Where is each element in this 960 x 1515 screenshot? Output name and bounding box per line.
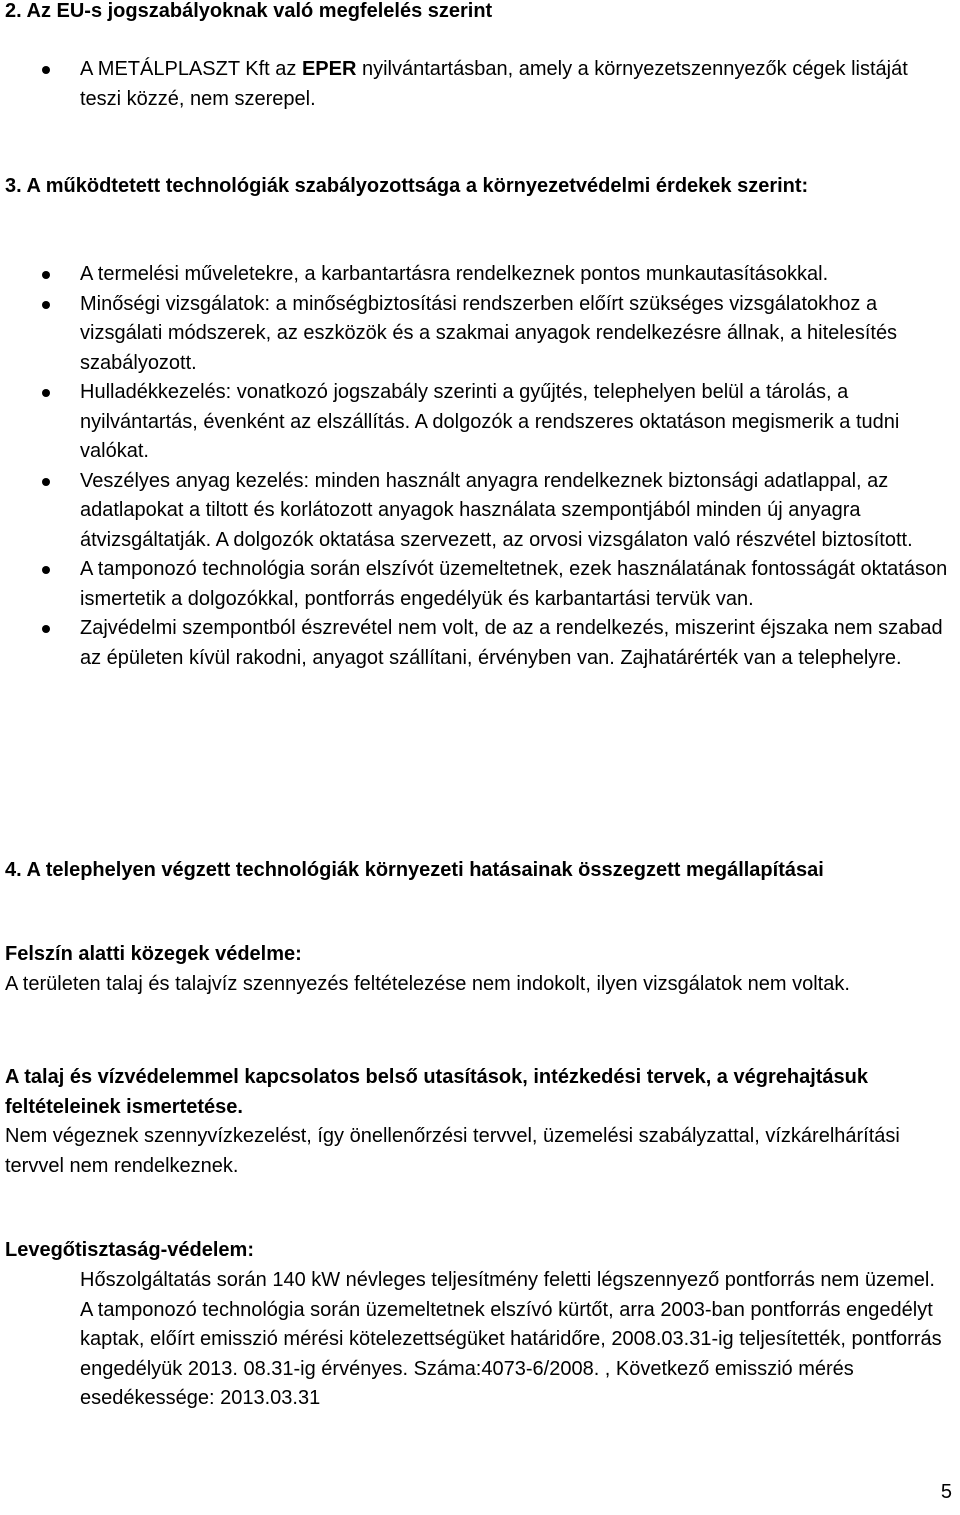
- list-item: [0, 378, 960, 467]
- list-item: [0, 467, 960, 556]
- bullet-text-pre: A METÁLPLASZT Kft az: [80, 58, 302, 80]
- bullet-text: A termelési műveletekre, a karbantartásra rendelkeznek pontos munkautasításokkal.: [80, 263, 829, 285]
- list-item: [0, 55, 960, 114]
- bullet-text: Zajvédelmi szempontból észrevétel nem volt, de az a rendelkezés, miszerint éjszaka nem szabad az épületen kívül rakodni, anyagot szállítani, érvényben van. Zajhatárérték van a telephelyre.: [80, 617, 943, 669]
- bullet-icon: [42, 301, 50, 309]
- levego-heading: Levegőtisztaság-védelem:: [5, 1239, 254, 1261]
- talaj-heading: A talaj és vízvédelemmel kapcsolatos belső utasítások, intézkedési tervek, a végrehajtásuk feltételeinek ismertetése.: [5, 1066, 868, 1118]
- bullet-icon: [42, 625, 50, 633]
- section-4-title: 4. A telephelyen végzett technológiák környezeti hatásainak összegzett megállapításai: [5, 859, 824, 881]
- section-2-list: [0, 55, 960, 114]
- felszin-text: A területen talaj és talajvíz szennyezés feltételezése nem indokolt, ilyen vizsgálatok nem voltak.: [5, 973, 850, 995]
- list-item: [0, 614, 960, 673]
- list-item: [0, 290, 960, 379]
- talaj-text: Nem végeznek szennyvízkezelést, így önellenőrzési tervvel, üzemelési szabályzattal, vízkárelhárítási tervvel nem rendelkeznek.: [5, 1125, 900, 1177]
- bullet-text: Minőségi vizsgálatok: a minőségbiztosítási rendszerben előírt szükséges vizsgálatokhoz a vizsgálati módszerek, az eszközök és a szakmai anyagok rendelkezésre állnak, a hitelesítés szabályozott.: [80, 292, 898, 374]
- page-number: 5: [940, 1481, 952, 1503]
- bullet-icon: [42, 566, 50, 574]
- levego-text: Hőszolgáltatás során 140 kW névleges teljesítmény feletti légszennyező pontforrás nem üzemel. A tamponozó technológia során üzemeltetnek elszívó kürtőt, arra 2003-ban pontforrás engedélyt kaptak, előírt emisszió mérési kötelezettségüket határidőre, 2008.03.31-ig teljesítették, pontforrás engedélyük 2013. 08.31-ig érvényes. Száma:4073-6/2008. , Következő emisszió mérés esedékessége: 2013.03.31: [80, 1269, 942, 1409]
- bullet-icon: [42, 271, 50, 279]
- bullet-icon: [42, 66, 50, 74]
- bullet-text: Hulladékkezelés: vonatkozó jogszabály szerinti a gyűjtés, telephelyen belül a tárolás, a nyilvántartás, évenként az elszállítás. A dolgozók a rendszeres oktatáson megismerik a tudni valókat.: [80, 381, 900, 462]
- list-item: [0, 555, 960, 614]
- bullet-icon: [42, 478, 50, 486]
- felszin-heading: Felszín alatti közegek védelme:: [5, 943, 302, 965]
- list-item: [0, 260, 960, 290]
- bullet-icon: [42, 389, 50, 397]
- section-3-list: [0, 260, 960, 673]
- eper-keyword: EPER: [301, 58, 357, 80]
- bullet-text: Veszélyes anyag kezelés: minden használt anyagra rendelkeznek biztonsági adatlappal, az adatlapokat a tiltott és korlátozott anyagok használata szempontjából minden új anyagra átvizsgáltatják. A dolgozók oktatása szervezett, az orvosi vizsgálaton való részvétel biztosított.: [80, 469, 913, 551]
- bullet-text: A tamponozó technológia során elszívót üzemeltetnek, ezek használatának fontosságát oktatáson ismertetik a dolgozókkal, pontforrás engedélyük és karbantartási tervük van.: [80, 558, 948, 610]
- section-2-title: 2. Az EU-s jogszabályoknak való megfelelés szerint: [5, 0, 493, 22]
- section-3-title: 3. A működtetett technológiák szabályozottsága a környezetvédelmi érdekek szerint:: [5, 175, 809, 197]
- bullet-text-post: nyilvántartásban, amely a környezetszennyezők cégek listáját teszi közzé, nem szerepel.: [80, 58, 908, 110]
